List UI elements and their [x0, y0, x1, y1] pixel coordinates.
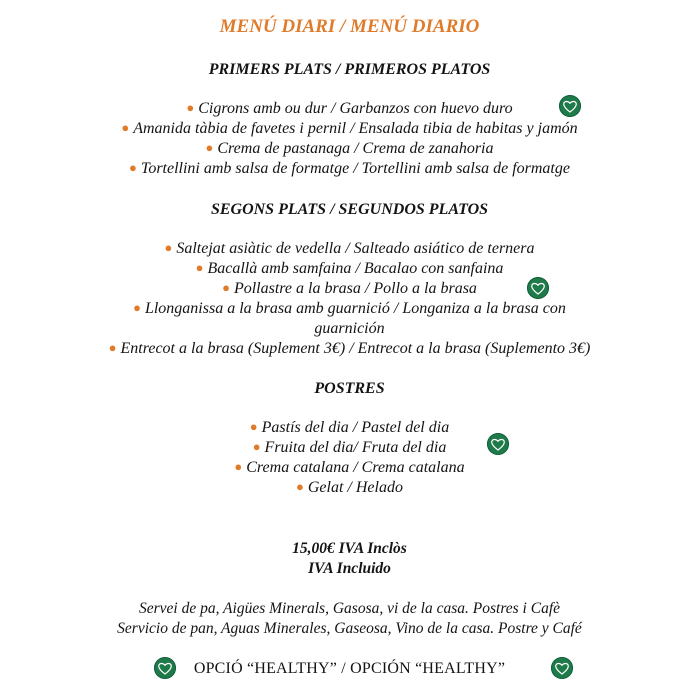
menu-item-label: Cigrons amb ou dur / Garbanzos con huevo duro: [198, 100, 513, 117]
heart-icon: [154, 657, 176, 679]
menu-item: [0, 259, 699, 279]
menu-item: [0, 99, 699, 119]
heart-icon: [487, 433, 509, 455]
menu-item-label: Bacallà amb samfaina / Bacalao con sanfaina: [207, 260, 504, 277]
bullet: ●: [108, 340, 117, 355]
menu-item: [0, 478, 699, 498]
menu-item: [0, 139, 699, 159]
service-note-spanish: Servicio de pan, Aguas Minerales, Gaseosa, Vino de la casa. Postre y Café: [117, 620, 582, 637]
price-tax-line: IVA Incluido: [308, 560, 391, 577]
menu-item-label: Fruita del dia/ Fruta del dia: [264, 439, 447, 456]
menu-item-label: Pollastre a la brasa / Pollo a la brasa: [233, 280, 477, 297]
menu-item-continuation: guarnición: [314, 320, 385, 337]
bullet: ●: [296, 479, 304, 494]
section-heading-primers: PRIMERS PLATS / PRIMEROS PLATOS: [208, 61, 491, 78]
menu-item: [0, 339, 699, 359]
heart-icon: [527, 277, 549, 299]
menu-title: MENÚ DIARI / MENÚ DIARIO: [219, 16, 480, 37]
menu-item: [0, 119, 699, 139]
menu-item-label: Crema de pastanaga / Crema de zanahoria: [217, 140, 494, 157]
bullet: ●: [222, 280, 230, 295]
healthy-legend: OPCIÓ “HEALTHY” / OPCIÓN “HEALTHY”: [193, 660, 506, 677]
bullet: ●: [133, 300, 141, 315]
menu-item: [0, 279, 699, 299]
menu-item: [0, 438, 699, 458]
menu-item: [0, 458, 699, 478]
menu-item-label: Saltejat asiàtic de vedella / Salteado asiático de ternera: [176, 240, 535, 257]
bullet: ●: [205, 140, 214, 155]
price-line: 15,00€ IVA Inclòs: [292, 540, 407, 557]
heart-icon: [551, 657, 573, 679]
section-heading-postres: POSTRES: [314, 380, 385, 397]
bullet: ●: [252, 439, 261, 454]
bullet: ●: [121, 120, 130, 135]
bullet: ●: [186, 100, 195, 115]
bullet: ●: [234, 459, 243, 474]
menu-item-label: Entrecot a la brasa (Suplement 3€) / Entrecot a la brasa (Suplemento 3€): [120, 340, 591, 357]
menu-item: [0, 418, 699, 438]
section-heading-segons: SEGONS PLATS / SEGUNDOS PLATOS: [210, 201, 489, 218]
menu-item-label: Amanida tàbia de favetes i pernil / Ensalada tibia de habitas y jamón: [133, 120, 578, 137]
menu-item: [0, 299, 699, 319]
bullet: ●: [164, 240, 173, 255]
heart-icon: [559, 95, 581, 117]
bullet: ●: [249, 419, 258, 434]
menu-item-label: Crema catalana / Crema catalana: [246, 459, 465, 476]
menu-item: [0, 239, 699, 259]
service-note-catalan: Servei de pa, Aigües Minerals, Gasosa, vi de la casa. Postres i Cafè: [138, 600, 561, 617]
menu-item-label: Gelat / Helado: [307, 479, 403, 496]
bullet: ●: [129, 160, 137, 175]
menu-item-label: Tortellini amb salsa de formatge / Tortellini amb salsa de formatge: [140, 160, 570, 177]
menu-item: [0, 159, 699, 179]
menu-item-label: Pastís del dia / Pastel del dia: [261, 419, 450, 436]
menu-item-label: Llonganissa a la brasa amb guarnició / Longaniza a la brasa con: [144, 300, 566, 317]
bullet: ●: [195, 260, 204, 275]
